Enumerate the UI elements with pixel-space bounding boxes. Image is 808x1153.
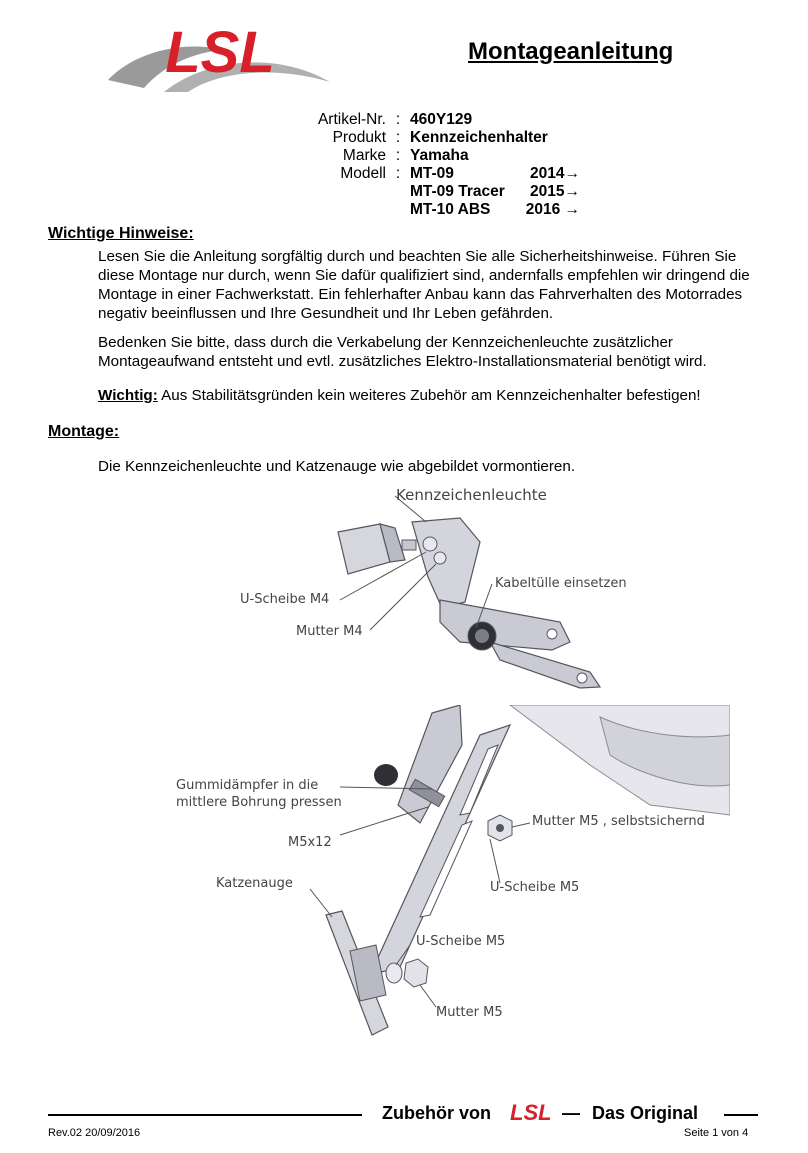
- notes-heading: Wichtige Hinweise:: [48, 225, 194, 242]
- label-nut-m5-low: Mutter M5: [436, 1005, 503, 1020]
- product-label: Produkt: [332, 129, 386, 146]
- revision-info: Rev.02 20/09/2016: [48, 1127, 141, 1139]
- article-row: [260, 111, 580, 129]
- footer-original: Das Original: [592, 1103, 699, 1123]
- company-logo: [104, 10, 336, 92]
- label-rubber-damper-2: mittlere Bohrung pressen: [176, 795, 342, 810]
- label-washer-m4: U-Scheibe M4: [240, 592, 330, 607]
- label-bolt-m5x12: M5x12: [288, 835, 332, 850]
- separator: :: [395, 147, 401, 164]
- important-note: [98, 386, 766, 405]
- separator: :: [395, 111, 401, 128]
- footer-accessory: Zubehör von: [382, 1103, 491, 1123]
- label-nut-m4: Mutter M4: [296, 624, 363, 639]
- article-label: Artikel-Nr.: [317, 111, 386, 128]
- model-label: Modell: [340, 165, 386, 182]
- separator: :: [395, 129, 401, 146]
- important-label: Wichtig:: [98, 387, 158, 404]
- footer-rule-right: [724, 1114, 758, 1116]
- model-value: [410, 165, 580, 183]
- brand-label: Marke: [342, 147, 386, 164]
- brand-value: Yamaha: [410, 147, 469, 164]
- footer-logo: LSL: [510, 1100, 552, 1125]
- label-grommet: Kabeltülle einsetzen: [495, 576, 627, 591]
- important-text: Aus Stabilitätsgründen kein weiteres Zubehör am Kennzeichenhalter befestigen!: [157, 387, 701, 404]
- model-year: 2016 →: [525, 201, 580, 218]
- label-washer-m5-right: U-Scheibe M5: [490, 880, 580, 895]
- label-reflector: Katzenauge: [216, 876, 293, 891]
- product-value: Kennzeichenhalter: [410, 129, 548, 146]
- separator: :: [395, 165, 401, 182]
- model-value: [410, 183, 580, 201]
- model-name: MT-09 Tracer: [410, 183, 505, 200]
- article-info: [260, 111, 580, 219]
- mounting-heading: Montage:: [48, 423, 120, 440]
- footer-rule-left: [48, 1114, 362, 1116]
- model-value: [410, 201, 580, 219]
- brand-row: [260, 147, 580, 165]
- notes-paragraph-2: Bedenken Sie bitte, dass durch die Verkabelung der Kennzeichenleuchte zusätzlicher Montageaufwand entsteht und evtl. zusätzliches Elektro-Installationsmaterial benötigt wird.: [98, 334, 707, 370]
- model-name: MT-10 ABS: [410, 201, 491, 218]
- page-number: Seite 1 von 4: [684, 1127, 749, 1139]
- model-year: 2015→: [530, 183, 580, 200]
- model-year: 2014→: [530, 165, 580, 182]
- model-name: MT-09: [410, 165, 454, 182]
- label-washer-m5-low: U-Scheibe M5: [416, 934, 506, 949]
- model-row: [260, 183, 580, 201]
- article-value: 460Y129: [410, 111, 473, 128]
- mounting-instruction: Die Kennzeichenleuchte und Katzenauge wie abgebildet vormontieren.: [98, 458, 576, 475]
- label-lock-nut-m5: Mutter M5 , selbstsichernd: [532, 814, 705, 829]
- label-rubber-damper-1: Gummidämpfer in die: [176, 778, 319, 793]
- notes-paragraph-1: Lesen Sie die Anleitung sorgfältig durch und beachten Sie alle Sicherheitshinweise. Führen Sie diese Montage nur durch, wenn Sie dafür qualifiziert sind, andernfalls empfehlen wir dringend die Montage in einer Fachwerkstatt. Ein fehlerhafter Anbau kann das Fahrverhalten des Motorrades negativ beeinflussen und Ihre Gesundheit und Ihr Leben gefährden.: [98, 248, 750, 322]
- footer-dash: —: [562, 1103, 580, 1123]
- model-row: [260, 201, 580, 219]
- model-row: [260, 165, 580, 183]
- page-title: Montageanleitung: [468, 38, 674, 65]
- logo-text: LSL: [165, 20, 275, 85]
- product-row: [260, 129, 580, 147]
- label-license-light: Kennzeichenleuchte: [396, 486, 547, 504]
